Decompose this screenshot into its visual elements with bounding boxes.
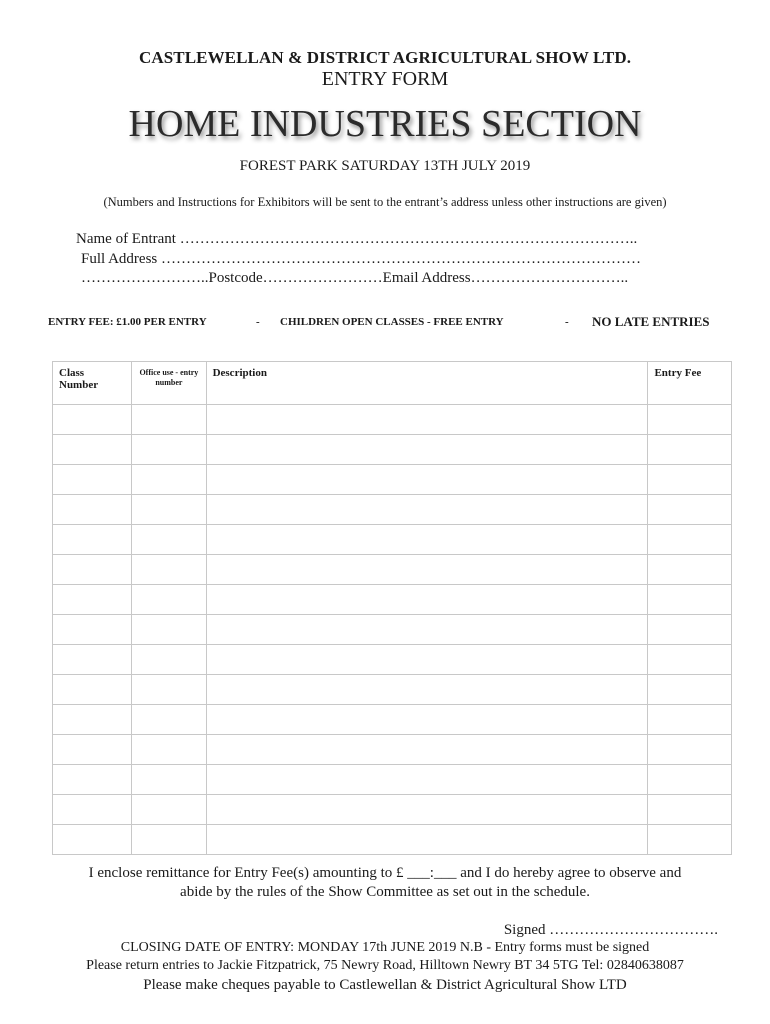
description-cell[interactable] (206, 645, 648, 675)
table-row (53, 615, 732, 645)
table-row (53, 645, 732, 675)
office-use-cell[interactable] (132, 765, 206, 795)
office-use-cell[interactable] (132, 705, 206, 735)
cheque-payee: Please make cheques payable to Castlewellan & District Agricultural Show LTD (143, 977, 627, 993)
description-cell[interactable] (206, 735, 648, 765)
remittance-line-1: I enclose remittance for Entry Fee(s) amounting to £ ___:___ and I do hereby agree to observe and (88, 865, 682, 881)
office-use-cell[interactable] (132, 825, 206, 855)
table-row (53, 435, 732, 465)
entry-fee-cell[interactable] (648, 765, 732, 795)
entry-fee-cell[interactable] (648, 495, 732, 525)
description-cell[interactable] (206, 495, 648, 525)
class-number-cell[interactable] (53, 585, 132, 615)
table-row (53, 795, 732, 825)
description-cell[interactable] (206, 705, 648, 735)
office-use-cell[interactable] (132, 585, 206, 615)
table-row (53, 735, 732, 765)
description-cell[interactable] (206, 825, 648, 855)
entry-fee-cell[interactable] (648, 735, 732, 765)
office-use-cell[interactable] (132, 675, 206, 705)
table-row (53, 525, 732, 555)
table-row (53, 495, 732, 525)
entry-fee-cell[interactable] (648, 465, 732, 495)
table-row (53, 405, 732, 435)
table-row (53, 555, 732, 585)
entry-fee-text: ENTRY FEE: £1.00 PER ENTRY (48, 316, 207, 328)
description-cell[interactable] (206, 765, 648, 795)
table-header-row (53, 362, 732, 405)
table-row (53, 675, 732, 705)
table-row (53, 465, 732, 495)
no-late-entries-text: NO LATE ENTRIES (592, 314, 710, 329)
return-address: Please return entries to Jackie Fitzpatrick, 75 Newry Road, Hilltown Newry BT 34 5TG Tel: 02840638087 (86, 958, 684, 973)
venue-date: FOREST PARK SATURDAY 13TH JULY 2019 (239, 158, 531, 174)
class-number-cell[interactable] (53, 555, 132, 585)
entry-fee-cell[interactable] (648, 525, 732, 555)
office-use-cell[interactable] (132, 465, 206, 495)
fee-separator: - (256, 316, 260, 328)
class-number-cell[interactable] (53, 765, 132, 795)
class-number-cell[interactable] (53, 705, 132, 735)
class-number-cell[interactable] (53, 435, 132, 465)
description-cell[interactable] (206, 465, 648, 495)
class-number-cell[interactable] (53, 405, 132, 435)
entry-fee-cell[interactable] (648, 435, 732, 465)
office-use-cell[interactable] (132, 735, 206, 765)
description-cell[interactable] (206, 405, 648, 435)
table-row (53, 825, 732, 855)
entry-fee-cell[interactable] (648, 585, 732, 615)
description-cell[interactable] (206, 795, 648, 825)
entry-fee-cell[interactable] (648, 825, 732, 855)
office-use-cell[interactable] (132, 555, 206, 585)
remittance-statement (0, 864, 770, 902)
entrant-address-line[interactable]: Full Address …………………………………………………………………………………… (81, 251, 642, 267)
children-classes-text: CHILDREN OPEN CLASSES - FREE ENTRY (280, 316, 504, 328)
class-number-cell[interactable] (53, 645, 132, 675)
class-number-cell[interactable] (53, 495, 132, 525)
office-use-header: Office use - entry number (132, 362, 206, 405)
class-number-cell[interactable] (53, 525, 132, 555)
description-cell[interactable] (206, 555, 648, 585)
organisation-name: CASTLEWELLAN & DISTRICT AGRICULTURAL SHOW LTD. (138, 48, 632, 67)
section-title: HOME INDUSTRIES SECTION (128, 103, 642, 145)
description-cell[interactable] (206, 675, 648, 705)
class-number-cell[interactable] (53, 825, 132, 855)
entry-fee-cell[interactable] (648, 405, 732, 435)
entry-fee-cell[interactable] (648, 795, 732, 825)
office-use-cell[interactable] (132, 525, 206, 555)
entry-fee-cell[interactable] (648, 645, 732, 675)
class-number-cell[interactable] (53, 615, 132, 645)
class-number-cell[interactable] (53, 465, 132, 495)
office-use-cell[interactable] (132, 495, 206, 525)
entry-fee-header: Entry Fee (648, 362, 732, 405)
entrant-name-line[interactable]: Name of Entrant ……………………………………………………………………………….. (76, 231, 638, 247)
postcode-email-line[interactable]: ……………………..Postcode……………………Email Address………………………….. (81, 270, 629, 286)
office-use-cell[interactable] (132, 615, 206, 645)
instructions-note: (Numbers and Instructions for Exhibitors will be sent to the entrant’s address unless other instructions are given) (103, 195, 667, 209)
signature-line[interactable]: Signed ……………………………. (503, 922, 718, 938)
closing-date: CLOSING DATE OF ENTRY: MONDAY 17th JUNE 2019 N.B - Entry forms must be signed (120, 940, 650, 955)
office-use-cell[interactable] (132, 645, 206, 675)
table-row (53, 705, 732, 735)
form-title: ENTRY FORM (321, 68, 449, 90)
entry-fee-cell[interactable] (648, 705, 732, 735)
entries-table (52, 361, 732, 855)
office-use-cell[interactable] (132, 405, 206, 435)
fee-separator: - (565, 316, 569, 328)
entry-fee-cell[interactable] (648, 675, 732, 705)
class-number-header: Class Number (53, 362, 132, 405)
entry-fee-cell[interactable] (648, 615, 732, 645)
class-number-cell[interactable] (53, 795, 132, 825)
description-header: Description (206, 362, 648, 405)
entry-fee-cell[interactable] (648, 555, 732, 585)
description-cell[interactable] (206, 525, 648, 555)
office-use-cell[interactable] (132, 795, 206, 825)
remittance-line-2: abide by the rules of the Show Committee as set out in the schedule. (180, 884, 590, 900)
table-row (53, 585, 732, 615)
description-cell[interactable] (206, 435, 648, 465)
class-number-cell[interactable] (53, 675, 132, 705)
class-number-cell[interactable] (53, 735, 132, 765)
office-use-cell[interactable] (132, 435, 206, 465)
description-cell[interactable] (206, 585, 648, 615)
description-cell[interactable] (206, 615, 648, 645)
table-row (53, 765, 732, 795)
